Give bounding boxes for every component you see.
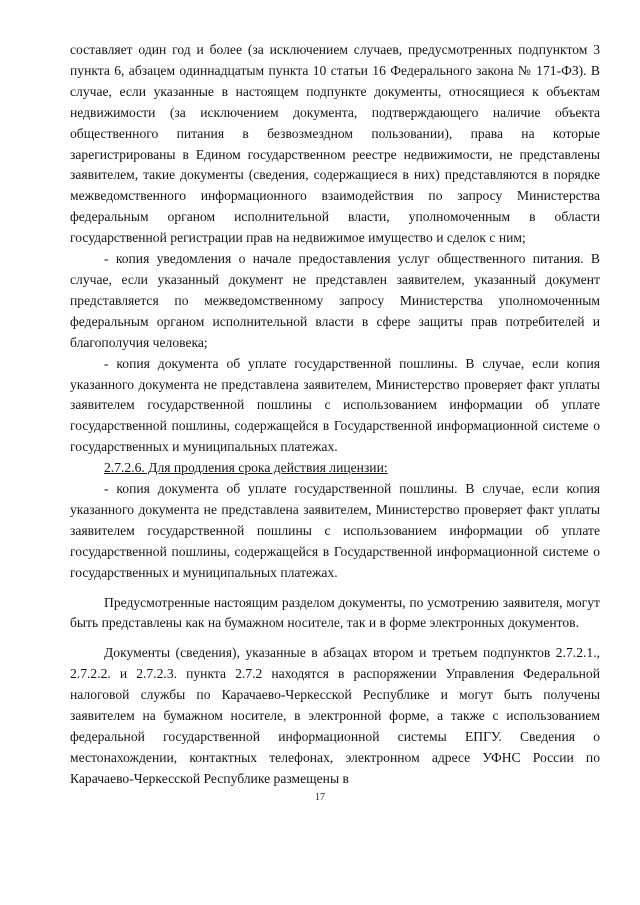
paragraph-tax-service: Документы (сведения), указанные в абзацах втором и третьем подпунктов 2.7.2.1., 2.7.2.2. и 2.7.2.3. пункта 2.7.2 находятся в распоряжении Управления Федеральной налоговой службы по Карачаево-Черкесской Республике и могут быть получены заявителем на бумажном носителе, в электронной форме, а также с использованием федеральной государственной информационной системы ЕПГУ. Сведения о местонахождении, контактных телефонах, электронном адресе УФНС России по Карачаево-Черкесской Республике размещены в — [70, 645, 600, 786]
paragraph-fee-copy: - копия документа об уплате государственной пошлины. В случае, если копия указанного документа не представлена заявителем, Министерство проверяет факт уплаты заявителем государственной пошлины с использованием информации об уплате государственной пошлины, содержащейся в Государственной информационной системе о государственных и муниципальных платежах. — [70, 355, 600, 455]
paragraph-document-format: Предусмотренные настоящим разделом документы, по усмотрению заявителя, могут быть представлены как на бумажном носителе, так и в форме электронных документов. — [70, 594, 600, 631]
paragraph-renewal-fee-copy: - копия документа об уплате государственной пошлины. В случае, если копия указанного документа не представлена заявителем, Министерство проверяет факт уплаты заявителем государственной пошлины с использованием информации об уплате государственной пошлины, содержащейся в Государственной информационной системе о государственных и муниципальных платежах. — [70, 481, 600, 580]
paragraph-notification-copy: - копия уведомления о начале предоставления услуг общественного питания. В случае, если указанный документ не представлен заявителем, указанный документ представляется по межведомственному запросу Министерства уполномоченным федеральным органом исполнительной власти в сфере защиты прав потребителей и благополучия человека; — [70, 251, 600, 350]
paragraph-continuation: составляет один год и более (за исключением случаев, предусмотренных подпунктом 3 пункта 6, абзацем одиннадцатым пункта 10 статьи 16 Федерального закона № 171-ФЗ). В случае, если указанные в настоящем подпункте документы, относящиеся к объектам недвижимости (за исключением документа, подтверждающего наличие объекта общественного питания в безвозмездном пользовании), права на которые зарегистрированы в Едином государственном реестре недвижимости, не представлены заявителем, такие документы (сведения, содержащиеся в них) представляются в порядке межведомственного информационного взаимодействия по запросу Министерства федеральным органом исполнительной власти, уполномоченным в области государственной регистрации прав на недвижимое имущество и сделок с ним; — [70, 42, 600, 246]
subsection-heading-text: 2.7.2.6. Для продления срока действия лицензии: — [104, 460, 388, 476]
subsection-heading-2-7-2-6 — [70, 458, 600, 479]
page-number: 17 — [315, 792, 325, 803]
document-body — [70, 40, 600, 790]
